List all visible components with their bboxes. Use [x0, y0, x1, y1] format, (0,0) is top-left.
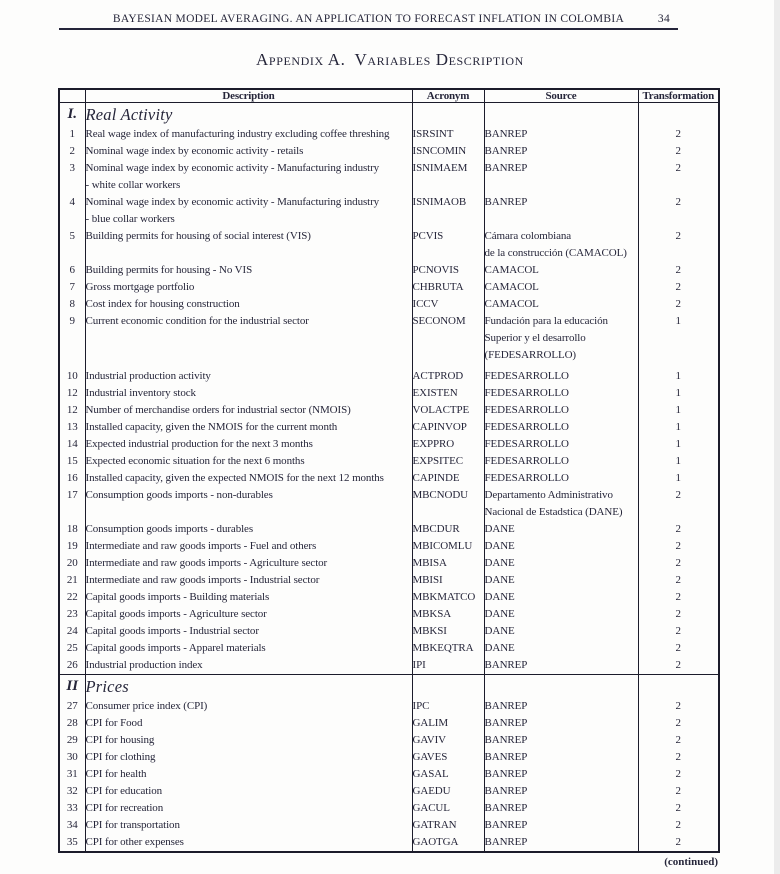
cell-description: CPI for education: [85, 783, 412, 800]
cell-description: Expected economic situation for the next 6 months: [85, 453, 412, 470]
section-label: I.: [67, 106, 78, 122]
cell-acronym: MBISI: [412, 572, 484, 589]
cell-transformation: 2: [638, 640, 719, 657]
cell-transformation: 1: [638, 419, 719, 436]
table-row: [59, 521, 719, 538]
cell-transformation: 1: [638, 436, 719, 453]
cell-transformation: 2: [638, 834, 719, 852]
cell-source: BANREP: [484, 817, 638, 834]
cell-source: DANE: [484, 589, 638, 606]
cell-acronym: MBISA: [412, 555, 484, 572]
cell-transformation: 2: [638, 623, 719, 640]
cell-description: Capital goods imports - Apparel materials: [85, 640, 412, 657]
cell-transformation: 2: [638, 783, 719, 800]
cell-row-number: 4: [69, 196, 75, 208]
table-row: [59, 749, 719, 766]
cell-source: CAMACOL: [484, 296, 638, 313]
cell-description: CPI for recreation: [85, 800, 412, 817]
cell-acronym: CHBRUTA: [412, 279, 484, 296]
cell-source: BANREP: [484, 715, 638, 732]
appendix-title: Appendix A. Variables Description: [256, 50, 524, 69]
cell-source: DANE: [484, 640, 638, 657]
table-row: [59, 262, 719, 279]
cell-acronym: MBICOMLU: [412, 538, 484, 555]
table-row: [59, 698, 719, 715]
cell-source: BANREP: [484, 126, 638, 143]
cell-acronym: GACUL: [412, 800, 484, 817]
table-row: [59, 313, 719, 368]
cell-transformation: 2: [638, 262, 719, 279]
cell-transformation: 1: [638, 402, 719, 419]
section-blank: [484, 675, 638, 699]
cell-description: Building permits for housing - No VIS: [85, 262, 412, 279]
cell-transformation: 2: [638, 194, 719, 228]
cell-acronym: GAVIV: [412, 732, 484, 749]
cell-row-number: 33: [66, 802, 78, 814]
cell-description: Installed capacity, given the expected NMOIS for the next 12 months: [85, 470, 412, 487]
cell-transformation: 2: [638, 817, 719, 834]
section-label: II: [66, 678, 79, 694]
cell-row-number: 14: [66, 438, 78, 450]
cell-transformation: 2: [638, 800, 719, 817]
cell-source: BANREP: [484, 698, 638, 715]
cell-transformation: 2: [638, 160, 719, 194]
cell-description: CPI for Food: [85, 715, 412, 732]
cell-transformation: 2: [638, 143, 719, 160]
cell-source: Fundación para la educación Superior y el desarrollo (FEDESARROLLO): [484, 313, 638, 368]
cell-description: Intermediate and raw goods imports - Agriculture sector: [85, 555, 412, 572]
section-title: Real Activity: [85, 103, 412, 127]
cell-transformation: 2: [638, 572, 719, 589]
cell-source: Cámara colombiana de la construcción (CAMACOL): [484, 228, 638, 262]
cell-row-number: 30: [66, 751, 78, 763]
cell-row-number: 1: [69, 128, 75, 140]
cell-row-number: 2: [69, 145, 75, 157]
cell-transformation: 2: [638, 487, 719, 521]
cell-transformation: 2: [638, 732, 719, 749]
table-row: [59, 402, 719, 419]
cell-description: Current economic condition for the industrial sector: [85, 313, 412, 368]
cell-transformation: 2: [638, 749, 719, 766]
cell-row-number: 27: [66, 700, 78, 712]
cell-row-number: 34: [66, 819, 78, 831]
cell-acronym: PCNOVIS: [412, 262, 484, 279]
cell-description: Industrial production activity: [85, 368, 412, 385]
cell-description: Consumption goods imports - durables: [85, 521, 412, 538]
cell-row-number: 9: [69, 315, 75, 327]
cell-acronym: ISNIMAEM: [412, 160, 484, 194]
cell-transformation: 1: [638, 470, 719, 487]
table-row: [59, 228, 719, 262]
table-header-row: [59, 89, 719, 103]
running-head: [59, 13, 678, 30]
cell-row-number: 5: [69, 230, 75, 242]
cell-row-number: 21: [66, 574, 78, 586]
cell-row-number: 26: [66, 659, 78, 671]
cell-acronym: MBKMATCO: [412, 589, 484, 606]
cell-acronym: ISNCOMIN: [412, 143, 484, 160]
table-row: [59, 800, 719, 817]
table-row: [59, 732, 719, 749]
section-blank: [412, 103, 484, 127]
cell-row-number: 6: [69, 264, 75, 276]
continued-note: (continued): [664, 856, 718, 868]
table-row: [59, 538, 719, 555]
cell-transformation: 1: [638, 453, 719, 470]
header-source: Source: [484, 89, 638, 103]
cell-acronym: GASAL: [412, 766, 484, 783]
cell-source: BANREP: [484, 766, 638, 783]
section-title: Prices: [85, 675, 412, 699]
cell-source: BANREP: [484, 800, 638, 817]
cell-source: BANREP: [484, 657, 638, 675]
cell-source: CAMACOL: [484, 279, 638, 296]
cell-transformation: 2: [638, 715, 719, 732]
cell-acronym: MBCDUR: [412, 521, 484, 538]
cell-source: BANREP: [484, 783, 638, 800]
cell-row-number: 16: [66, 472, 78, 484]
cell-transformation: 2: [638, 126, 719, 143]
header-blank: [59, 89, 85, 103]
cell-transformation: 2: [638, 296, 719, 313]
section-row: [59, 103, 719, 127]
table-row: [59, 143, 719, 160]
cell-description: CPI for transportation: [85, 817, 412, 834]
cell-description: CPI for clothing: [85, 749, 412, 766]
cell-acronym: CAPINDE: [412, 470, 484, 487]
cell-acronym: SECONOM: [412, 313, 484, 368]
table-row: [59, 766, 719, 783]
cell-transformation: 1: [638, 385, 719, 402]
cell-acronym: MBCNODU: [412, 487, 484, 521]
cell-source: DANE: [484, 521, 638, 538]
table-row: [59, 436, 719, 453]
variables-table: [58, 88, 720, 853]
table-row: [59, 470, 719, 487]
cell-description: Expected industrial production for the next 3 months: [85, 436, 412, 453]
table-row: [59, 453, 719, 470]
section-blank: [638, 675, 719, 699]
cell-acronym: MBKSI: [412, 623, 484, 640]
cell-acronym: ISRSINT: [412, 126, 484, 143]
cell-description: Capital goods imports - Agriculture sector: [85, 606, 412, 623]
cell-row-number: 35: [66, 836, 78, 848]
cell-source: BANREP: [484, 143, 638, 160]
table-row: [59, 487, 719, 521]
header-transformation: Transformation: [638, 89, 719, 103]
cell-source: BANREP: [484, 732, 638, 749]
cell-acronym: IPC: [412, 698, 484, 715]
cell-source: DANE: [484, 623, 638, 640]
cell-description: CPI for other expenses: [85, 834, 412, 852]
cell-description: Real wage index of manufacturing industry excluding coffee threshing: [85, 126, 412, 143]
cell-row-number: 17: [66, 489, 78, 501]
cell-source: BANREP: [484, 749, 638, 766]
cell-row-number: 32: [66, 785, 78, 797]
table-row: [59, 385, 719, 402]
cell-transformation: 2: [638, 698, 719, 715]
header-description: Description: [85, 89, 412, 103]
cell-acronym: MBKSA: [412, 606, 484, 623]
table-row: [59, 419, 719, 436]
cell-source: DANE: [484, 538, 638, 555]
cell-row-number: 22: [66, 591, 78, 603]
cell-acronym: EXPPRO: [412, 436, 484, 453]
cell-row-number: 25: [66, 642, 78, 654]
cell-description: Installed capacity, given the NMOIS for the current month: [85, 419, 412, 436]
cell-description: Nominal wage index by economic activity - retails: [85, 143, 412, 160]
cell-description: Consumer price index (CPI): [85, 698, 412, 715]
cell-row-number: 20: [66, 557, 78, 569]
table-row: [59, 640, 719, 657]
cell-transformation: 1: [638, 313, 719, 368]
cell-acronym: ICCV: [412, 296, 484, 313]
table-row: [59, 623, 719, 640]
cell-description: Industrial production index: [85, 657, 412, 675]
cell-source: CAMACOL: [484, 262, 638, 279]
table-row: [59, 817, 719, 834]
cell-row-number: 8: [69, 298, 75, 310]
table-row: [59, 657, 719, 675]
cell-transformation: 2: [638, 521, 719, 538]
cell-acronym: GALIM: [412, 715, 484, 732]
cell-transformation: 2: [638, 766, 719, 783]
cell-description: Cost index for housing construction: [85, 296, 412, 313]
cell-description: CPI for health: [85, 766, 412, 783]
cell-acronym: GAOTGA: [412, 834, 484, 852]
cell-transformation: 2: [638, 228, 719, 262]
page-number: 34: [657, 13, 670, 25]
table-row: [59, 783, 719, 800]
cell-row-number: 13: [66, 421, 78, 433]
table-row: [59, 160, 719, 194]
cell-row-number: 7: [69, 281, 75, 293]
cell-transformation: 2: [638, 606, 719, 623]
cell-description: Nominal wage index by economic activity - Manufacturing industry - white collar workers: [85, 160, 412, 194]
cell-description: Capital goods imports - Building materials: [85, 589, 412, 606]
cell-source: FEDESARROLLO: [484, 453, 638, 470]
cell-description: Intermediate and raw goods imports - Industrial sector: [85, 572, 412, 589]
cell-row-number: 19: [66, 540, 78, 552]
table-row: [59, 572, 719, 589]
cell-acronym: VOLACTPE: [412, 402, 484, 419]
cell-source: Departamento Administrativo Nacional de Estadstica (DANE): [484, 487, 638, 521]
cell-transformation: 2: [638, 657, 719, 675]
section-blank: [412, 675, 484, 699]
table-row: [59, 126, 719, 143]
cell-description: Building permits for housing of social interest (VIS): [85, 228, 412, 262]
cell-transformation: 2: [638, 538, 719, 555]
cell-acronym: ACTPROD: [412, 368, 484, 385]
cell-acronym: MBKEQTRA: [412, 640, 484, 657]
cell-row-number: 10: [66, 370, 78, 382]
section-blank: [484, 103, 638, 127]
cell-acronym: EXISTEN: [412, 385, 484, 402]
cell-transformation: 2: [638, 589, 719, 606]
page-edge-shadow: [774, 0, 780, 874]
cell-source: FEDESARROLLO: [484, 419, 638, 436]
table-row: [59, 589, 719, 606]
cell-source: FEDESARROLLO: [484, 436, 638, 453]
table-row: [59, 368, 719, 385]
table-row: [59, 555, 719, 572]
cell-source: BANREP: [484, 194, 638, 228]
cell-acronym: ISNIMAOB: [412, 194, 484, 228]
cell-description: CPI for housing: [85, 732, 412, 749]
cell-transformation: 2: [638, 555, 719, 572]
section-blank: [638, 103, 719, 127]
table-row: [59, 715, 719, 732]
cell-source: BANREP: [484, 834, 638, 852]
cell-acronym: IPI: [412, 657, 484, 675]
cell-description: Capital goods imports - Industrial sector: [85, 623, 412, 640]
section-row: [59, 675, 719, 699]
cell-description: Nominal wage index by economic activity - Manufacturing industry - blue collar workers: [85, 194, 412, 228]
cell-row-number: 3: [69, 162, 75, 174]
table-row: [59, 296, 719, 313]
cell-acronym: GAEDU: [412, 783, 484, 800]
cell-transformation: 2: [638, 279, 719, 296]
cell-row-number: 31: [66, 768, 78, 780]
table-row: [59, 606, 719, 623]
cell-row-number: 12: [66, 387, 78, 399]
cell-source: FEDESARROLLO: [484, 402, 638, 419]
cell-description: Gross mortgage portfolio: [85, 279, 412, 296]
cell-source: FEDESARROLLO: [484, 385, 638, 402]
running-head-title: BAYESIAN MODEL AVERAGING. AN APPLICATION TO FORECAST INFLATION IN COLOMBIA: [112, 13, 625, 25]
cell-acronym: PCVIS: [412, 228, 484, 262]
cell-row-number: 18: [66, 523, 78, 535]
cell-row-number: 28: [66, 717, 78, 729]
cell-source: FEDESARROLLO: [484, 368, 638, 385]
cell-description: Intermediate and raw goods imports - Fuel and others: [85, 538, 412, 555]
cell-acronym: GAVES: [412, 749, 484, 766]
cell-row-number: 29: [66, 734, 78, 746]
cell-row-number: 12: [66, 404, 78, 416]
cell-source: DANE: [484, 606, 638, 623]
cell-source: BANREP: [484, 160, 638, 194]
cell-row-number: 15: [66, 455, 78, 467]
cell-source: DANE: [484, 572, 638, 589]
header-acronym: Acronym: [412, 89, 484, 103]
cell-transformation: 1: [638, 368, 719, 385]
cell-acronym: EXPSITEC: [412, 453, 484, 470]
cell-description: Number of merchandise orders for industrial sector (NMOIS): [85, 402, 412, 419]
table-row: [59, 194, 719, 228]
table-row: [59, 834, 719, 852]
cell-acronym: CAPINVOP: [412, 419, 484, 436]
cell-source: FEDESARROLLO: [484, 470, 638, 487]
cell-description: Industrial inventory stock: [85, 385, 412, 402]
cell-row-number: 24: [66, 625, 78, 637]
cell-description: Consumption goods imports - non-durables: [85, 487, 412, 521]
cell-row-number: 23: [66, 608, 78, 620]
cell-source: DANE: [484, 555, 638, 572]
table-row: [59, 279, 719, 296]
cell-acronym: GATRAN: [412, 817, 484, 834]
